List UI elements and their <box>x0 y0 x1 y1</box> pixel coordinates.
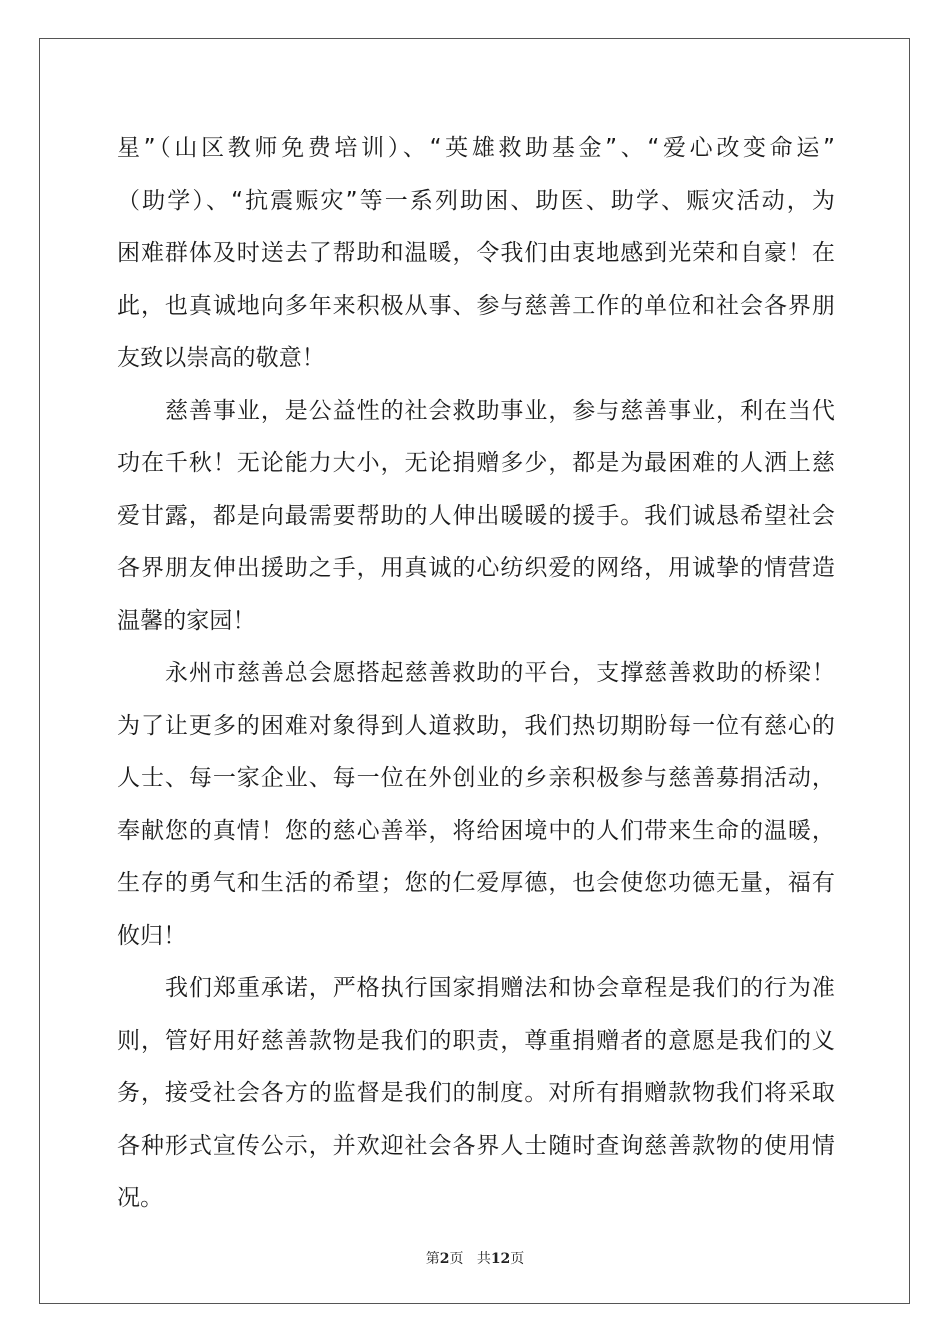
text-line: 各种形式宣传公示，并欢迎社会各界人士随时查询慈善款物的使用情 <box>117 1132 835 1159</box>
text-line: 务，接受社会各方的监督是我们的制度。对所有捐赠款物我们将采取 <box>117 1080 835 1106</box>
text-line: 慈善事业，是公益性的社会救助事业，参与慈善事业，利在当代 <box>165 397 835 424</box>
page-suffix: 页 <box>449 1251 464 1267</box>
text-line: 我们郑重承诺，严格执行国家捐赠法和协会章程是我们的行为准 <box>165 975 835 1001</box>
text-line: 则，管好用好慈善款物是我们的职责，尊重捐赠者的意愿是我们的义 <box>117 1027 835 1054</box>
paragraph <box>117 385 835 648</box>
text-line: 友致以崇高的敬意！ <box>117 345 325 371</box>
text-line: 爱甘露，都是向最需要帮助的人伸出暖暖的援手。我们诚恳希望社会 <box>117 502 835 529</box>
text-line: 为了让更多的困难对象得到人道救助，我们热切期盼每一位有慈心的 <box>117 712 835 739</box>
total-suffix: 页 <box>510 1251 525 1267</box>
document-body <box>117 122 835 1225</box>
page-footer <box>0 1248 950 1268</box>
text-line: 温馨的家园！ <box>117 607 256 634</box>
text-line: 功在千秋！无论能力大小，无论捐赠多少，都是为最困难的人洒上慈 <box>117 450 835 476</box>
text-line: 攸归！ <box>117 922 187 949</box>
text-line: 困难群体及时送去了帮助和温暖，令我们由衷地感到光荣和自豪！在 <box>117 240 835 266</box>
total-prefix: 共 <box>476 1251 491 1267</box>
text-line: 人士、每一家企业、每一位在外创业的乡亲积极参与慈善募捐活动， <box>117 765 835 791</box>
text-line: 星”（山区教师免费培训）、“英雄救助基金”、“爱心改变命运” <box>117 135 835 161</box>
page-prefix: 第 <box>425 1251 440 1267</box>
text-line: 各界朋友伸出援助之手，用真诚的心纺织爱的网络，用诚挚的情营造 <box>117 555 835 581</box>
text-line: 此，也真诚地向多年来积极从事、参与慈善工作的单位和社会各界朋 <box>117 292 835 319</box>
paragraph <box>117 122 835 385</box>
page-number: 2 <box>439 1251 450 1267</box>
text-line: 奉献您的真情！您的慈心善举，将给困境中的人们带来生命的温暖， <box>117 817 835 844</box>
paragraph <box>117 647 835 962</box>
text-line: 生存的勇气和生活的希望；您的仁爱厚德，也会使您功德无量，福有 <box>117 870 835 896</box>
text-line: 永州市慈善总会愿搭起慈善救助的平台，支撑慈善救助的桥梁！ <box>165 660 835 686</box>
total-pages: 12 <box>490 1251 511 1267</box>
text-line: 况。 <box>117 1185 164 1211</box>
text-line: （助学）、“抗震赈灾”等一系列助困、助医、助学、赈灾活动，为 <box>117 187 835 214</box>
paragraph <box>117 962 835 1225</box>
